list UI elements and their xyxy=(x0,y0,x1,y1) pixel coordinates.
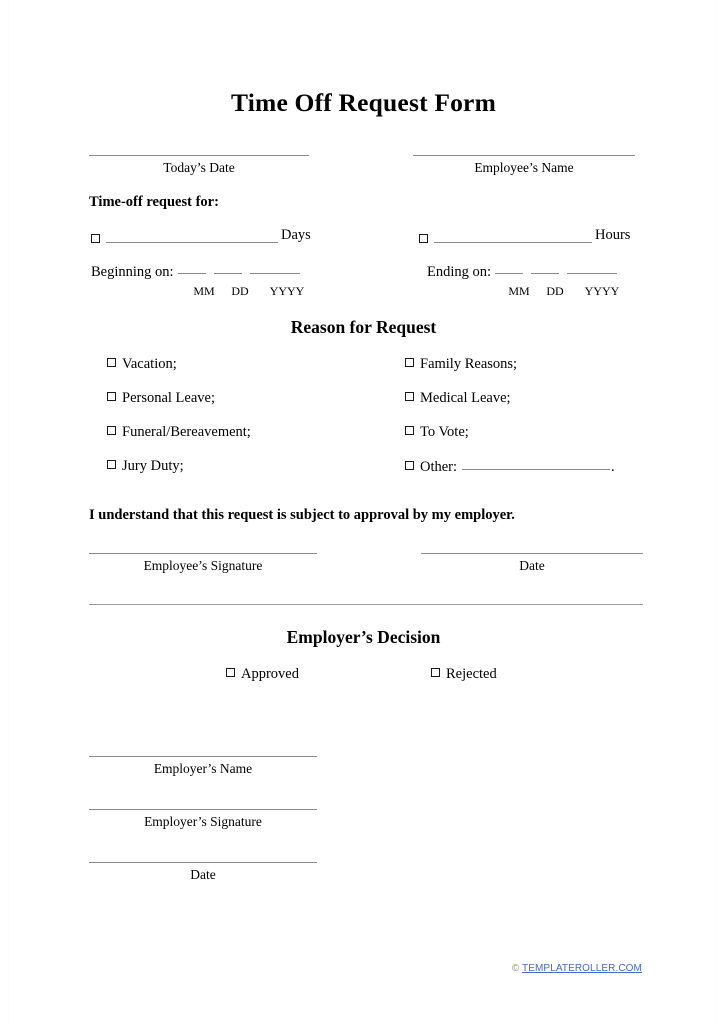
reason-option-to-vote[interactable] xyxy=(405,424,469,441)
beginning-yyyy-caption: YYYY xyxy=(269,284,305,298)
days-input-blank[interactable] xyxy=(106,230,278,243)
personal-leave-label: Personal Leave; xyxy=(122,390,216,406)
beginning-on-row xyxy=(91,261,304,281)
employee-name-label: Employee’s Name xyxy=(474,160,574,175)
reason-option-jury-duty[interactable] xyxy=(107,458,184,475)
employer-date-label: Date xyxy=(190,867,216,882)
jury-duty-checkbox[interactable] xyxy=(107,460,116,469)
employee-signature-field[interactable] xyxy=(89,553,317,575)
hours-checkbox[interactable] xyxy=(419,234,428,243)
funeral-bereavement-checkbox[interactable] xyxy=(107,426,116,435)
decision-approved[interactable] xyxy=(226,666,299,683)
employers-decision-heading: Employer’s Decision xyxy=(286,627,441,647)
other-label: Other: xyxy=(420,459,458,475)
ending-mm-blank[interactable] xyxy=(495,261,523,274)
page-title: Time Off Request Form xyxy=(230,88,497,117)
reason-option-family-reasons[interactable] xyxy=(405,356,517,373)
ending-dd-blank[interactable] xyxy=(531,261,559,274)
reason-option-medical-leave[interactable] xyxy=(405,390,511,407)
employer-signature-field[interactable] xyxy=(89,809,317,831)
reason-option-vacation[interactable] xyxy=(107,356,177,373)
document-page xyxy=(8,0,717,1024)
family-reasons-label: Family Reasons; xyxy=(420,356,518,372)
hours-input-blank[interactable] xyxy=(434,230,592,243)
days-label: Days xyxy=(281,227,311,243)
ending-yyyy-blank[interactable] xyxy=(567,261,617,274)
hours-label: Hours xyxy=(595,227,631,243)
other-checkbox[interactable] xyxy=(405,461,414,470)
vacation-label: Vacation; xyxy=(122,356,177,372)
ending-on-captions xyxy=(501,284,631,299)
vacation-checkbox[interactable] xyxy=(107,358,116,367)
beginning-on-label: Beginning on: xyxy=(91,264,174,280)
beginning-dd-caption: DD xyxy=(231,284,249,298)
employer-date-field[interactable] xyxy=(89,862,317,884)
reason-option-funeral-bereavement[interactable] xyxy=(107,424,251,441)
medical-leave-checkbox[interactable] xyxy=(405,392,414,401)
employee-date-label: Date xyxy=(519,558,545,573)
approved-checkbox[interactable] xyxy=(226,668,235,677)
days-checkbox[interactable] xyxy=(91,234,100,243)
employee-name-field[interactable] xyxy=(413,155,635,177)
beginning-yyyy-blank[interactable] xyxy=(250,261,300,274)
family-reasons-checkbox[interactable] xyxy=(405,358,414,367)
employer-signature-label: Employer’s Signature xyxy=(144,814,262,829)
copyright-symbol: © xyxy=(511,963,523,974)
beginning-mm-caption: MM xyxy=(193,284,215,298)
other-suffix: . xyxy=(611,459,615,475)
approved-label: Approved xyxy=(241,666,299,682)
employee-signature-label: Employee’s Signature xyxy=(143,558,263,573)
unit-row-hours xyxy=(419,228,630,243)
medical-leave-label: Medical Leave; xyxy=(420,390,511,406)
rejected-label: Rejected xyxy=(446,666,497,682)
beginning-mm-blank[interactable] xyxy=(178,261,206,274)
todays-date-label: Today’s Date xyxy=(163,160,235,175)
to-vote-checkbox[interactable] xyxy=(405,426,414,435)
decision-rejected[interactable] xyxy=(431,666,497,683)
ending-on-label: Ending on: xyxy=(427,264,492,280)
reason-option-other[interactable] xyxy=(405,458,615,476)
ending-yyyy-caption: YYYY xyxy=(584,284,620,298)
time-off-request-prompt: Time-off request for: xyxy=(89,194,219,210)
ending-on-row xyxy=(427,261,621,281)
personal-leave-checkbox[interactable] xyxy=(107,392,116,401)
unit-row-days xyxy=(91,228,311,243)
employer-name-label: Employer’s Name xyxy=(153,761,253,776)
section-divider xyxy=(89,604,643,605)
rejected-checkbox[interactable] xyxy=(431,668,440,677)
reason-option-personal-leave[interactable] xyxy=(107,390,215,407)
reason-for-request-heading: Reason for Request xyxy=(290,317,437,337)
employer-name-field[interactable] xyxy=(89,756,317,778)
beginning-dd-blank[interactable] xyxy=(214,261,242,274)
to-vote-label: To Vote; xyxy=(420,424,469,440)
templateroller-link[interactable]: TEMPLATEROLLER.COM xyxy=(522,963,642,974)
funeral-bereavement-label: Funeral/Bereavement; xyxy=(122,424,251,440)
acknowledgement-statement: I understand that this request is subject to approval by my employer. xyxy=(89,507,515,523)
todays-date-field[interactable] xyxy=(89,155,309,177)
beginning-on-captions xyxy=(186,284,316,299)
footer-watermark xyxy=(9,963,718,974)
ending-mm-caption: MM xyxy=(508,284,530,298)
ending-dd-caption: DD xyxy=(546,284,564,298)
employee-date-field[interactable] xyxy=(421,553,643,575)
other-input-blank[interactable] xyxy=(462,458,610,470)
jury-duty-label: Jury Duty; xyxy=(122,458,184,474)
